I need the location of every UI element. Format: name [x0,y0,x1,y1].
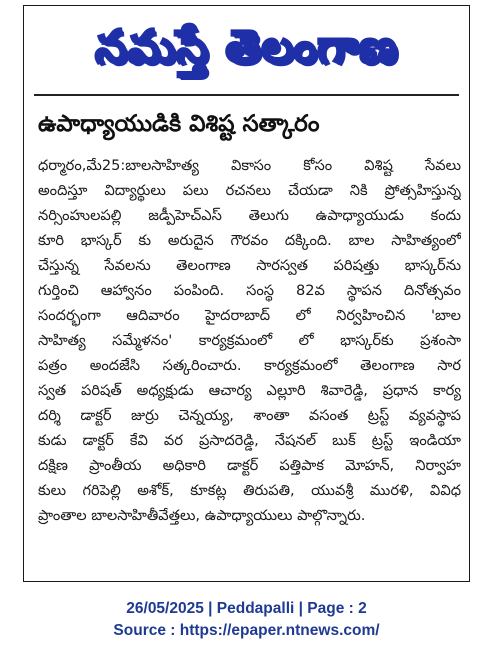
article-line: ప్రాంతాల బాలసాహితీవేత్తలు, ఉపాధ్యాయులు పాల్గొన్నారు. [38,507,366,524]
masthead [24,8,469,88]
edition-info: 26/05/2025 | Peddapalli | Page : 2 [126,600,367,617]
newspaper-clipping [23,5,470,582]
article-line: చేస్తున్న సేవలను తెలంగాణ సారస్వత పరిషత్తు భాస్కర్‌ను [38,257,461,274]
article-line: దక్షిణ ప్రాంతీయ అధికారి డాక్టర్ పత్తిపాక మోహన్, నిర్వాహ [38,457,461,474]
article-line: సాహిత్య సమ్మేళనం' కార్యక్రమంలో లో భాస్కర్‌కు ప్రశంసా [38,332,461,349]
article-headline: ఉపాధ్యాయుడికి విశిష్ట సత్కారం [38,111,320,137]
article-line: కుడు డాక్టర్ కేవి వర ప్రసాదరెడ్డి, నేషనల్ బుక్ ట్రస్ట్ ఇండియా [38,432,461,449]
article-line: పత్రం అందజేసి సత్కరించారు. కార్యక్రమంలో తెలంగాణ సార [38,357,461,374]
article-line: స్వత పరిషత్ అధ్యక్షుడు ఆచార్య ఎల్లూరి శివారెడ్డి, ప్రధాన కార్య [38,382,461,399]
article-line: నర్సింహులపల్లి జడ్పీహెచ్‌ఎస్ తెలుగు ఉపాధ్యాయుడు కందు [38,207,461,224]
article-line: కూరి భాస్కర్ కు అరుదైన గౌరవం దక్కింది. బాల సాహిత్యంలో [38,232,461,249]
article-line: అందిస్తూ విద్యార్థులు పలు రచనలు చేయడా నికి ప్రోత్సహిస్తున్న [38,182,461,199]
article-line: సందర్భంగా ఆదివారం హైదరాబాద్ లో నిర్వహించిన 'బాల [38,307,461,324]
article-line: ధర్మారం,మే25:బాలసాహిత్య వికాసం కోసం విశిష్ట సేవలు [38,157,461,174]
article-line: గుర్తించి ఆహ్వానం పంపింది. సంస్థ 82వ స్థాపన దినోత్సవం [38,282,461,299]
article-line: దర్శి డాక్టర్ జుర్రు చెన్నయ్య, శాంతా వసంత ట్రస్ట్ వ్యవస్థాప [38,407,461,424]
article-line: కులు గరిపెల్లి అశోక్, కూకట్ల తిరుపతి, యువశ్రీ మురళి, వివిధ [38,482,461,499]
masthead-logo: నమస్తే తెలంగాణ [95,20,398,73]
masthead-divider [34,94,459,96]
source-link[interactable]: Source : https://epaper.ntnews.com/ [113,622,380,639]
article-body [38,153,461,528]
